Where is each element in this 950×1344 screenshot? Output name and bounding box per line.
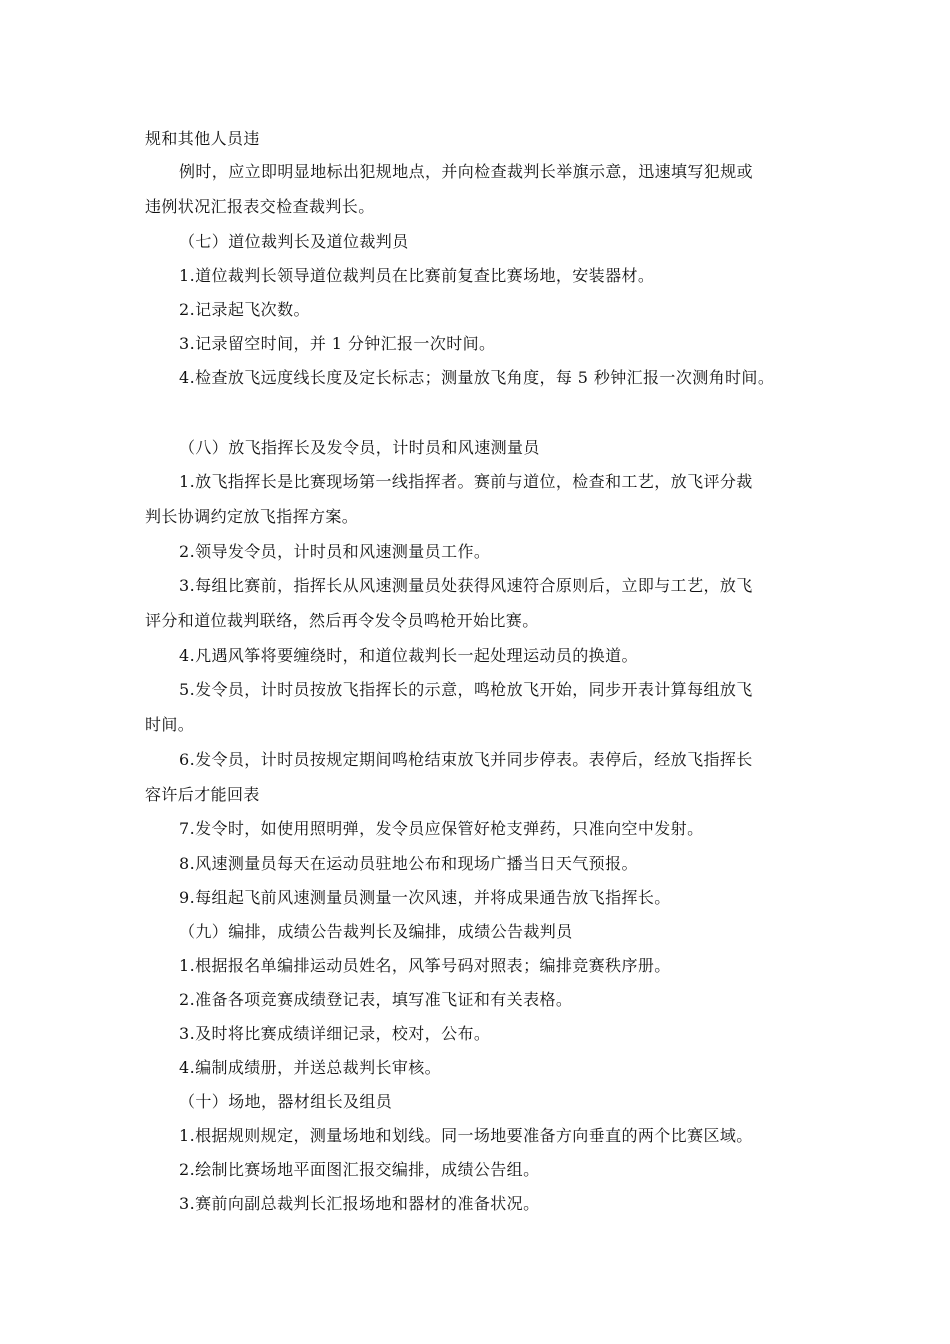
- text-line: 1.道位裁判长领导道位裁判员在比赛前复查比赛场地，安装器材。: [179, 266, 655, 285]
- text-line: 6.发令员，计时员按规定期间鸣枪结束放飞并同步停表。表停后，经放飞指挥长: [179, 750, 753, 769]
- text-line: 4.检查放飞远度线长度及定长标志；测量放飞角度，每 5 秒钟汇报一次测角时间。: [179, 368, 775, 387]
- text-line: 8.风速测量员每天在运动员驻地公布和现场广播当日天气预报。: [179, 854, 638, 873]
- text-line: 1.根据规则规定，测量场地和划线。同一场地要准备方向垂直的两个比赛区域。: [179, 1126, 753, 1145]
- text-line: 违例状况汇报表交检查裁判长。: [145, 197, 375, 216]
- text-line: 4.凡遇风筝将要缠绕时，和道位裁判长一起处理运动员的换道。: [179, 646, 638, 665]
- section-heading: （七）道位裁判长及道位裁判员: [179, 232, 409, 251]
- text-line: 3.记录留空时间，并 1 分钟汇报一次时间。: [179, 334, 496, 353]
- text-line: 1.根据报名单编排运动员姓名，风筝号码对照表；编排竞赛秩序册。: [179, 956, 671, 975]
- text-line: 例时，应立即明显地标出犯规地点，并向检查裁判长举旗示意，迅速填写犯规或: [179, 162, 754, 181]
- text-line: 评分和道位裁判联络，然后再令发令员鸣枪开始比赛。: [145, 611, 539, 630]
- text-line: 2.准备各项竞赛成绩登记表，填写准飞证和有关表格。: [179, 990, 573, 1009]
- text-line: 2.领导发令员，计时员和风速测量员工作。: [179, 542, 491, 561]
- text-line: 规和其他人员违: [145, 129, 260, 148]
- text-line: 2.记录起飞次数。: [179, 300, 310, 319]
- text-line: 3.及时将比赛成绩详细记录，校对，公布。: [179, 1024, 491, 1043]
- text-line: 4.编制成绩册，并送总裁判长审核。: [179, 1058, 442, 1077]
- text-line: 判长协调约定放飞指挥方案。: [145, 507, 359, 526]
- text-line: 3.每组比赛前，指挥长从风速测量员处获得风速符合原则后，立即与工艺，放飞: [179, 576, 753, 595]
- text-line: 3.赛前向副总裁判长汇报场地和器材的准备状况。: [179, 1194, 540, 1213]
- section-heading: （九）编排，成绩公告裁判长及编排，成绩公告裁判员: [179, 922, 573, 941]
- section-heading: （八）放飞指挥长及发令员，计时员和风速测量员: [179, 438, 540, 457]
- text-line: 容许后才能回表: [145, 785, 260, 804]
- text-line: 2.绘制比赛场地平面图汇报交编排，成绩公告组。: [179, 1160, 540, 1179]
- text-line: 9.每组起飞前风速测量员测量一次风速，并将成果通告放飞指挥长。: [179, 888, 671, 907]
- text-line: 1.放飞指挥长是比赛现场第一线指挥者。赛前与道位，检查和工艺，放飞评分裁: [179, 472, 753, 491]
- section-heading: （十）场地，器材组长及组员: [179, 1092, 393, 1111]
- text-line: 5.发令员，计时员按放飞指挥长的示意，鸣枪放飞开始，同步开表计算每组放飞: [179, 680, 753, 699]
- text-line: 7.发令时，如使用照明弹，发令员应保管好枪支弹药，只准向空中发射。: [179, 819, 704, 838]
- text-line: 时间。: [145, 715, 195, 734]
